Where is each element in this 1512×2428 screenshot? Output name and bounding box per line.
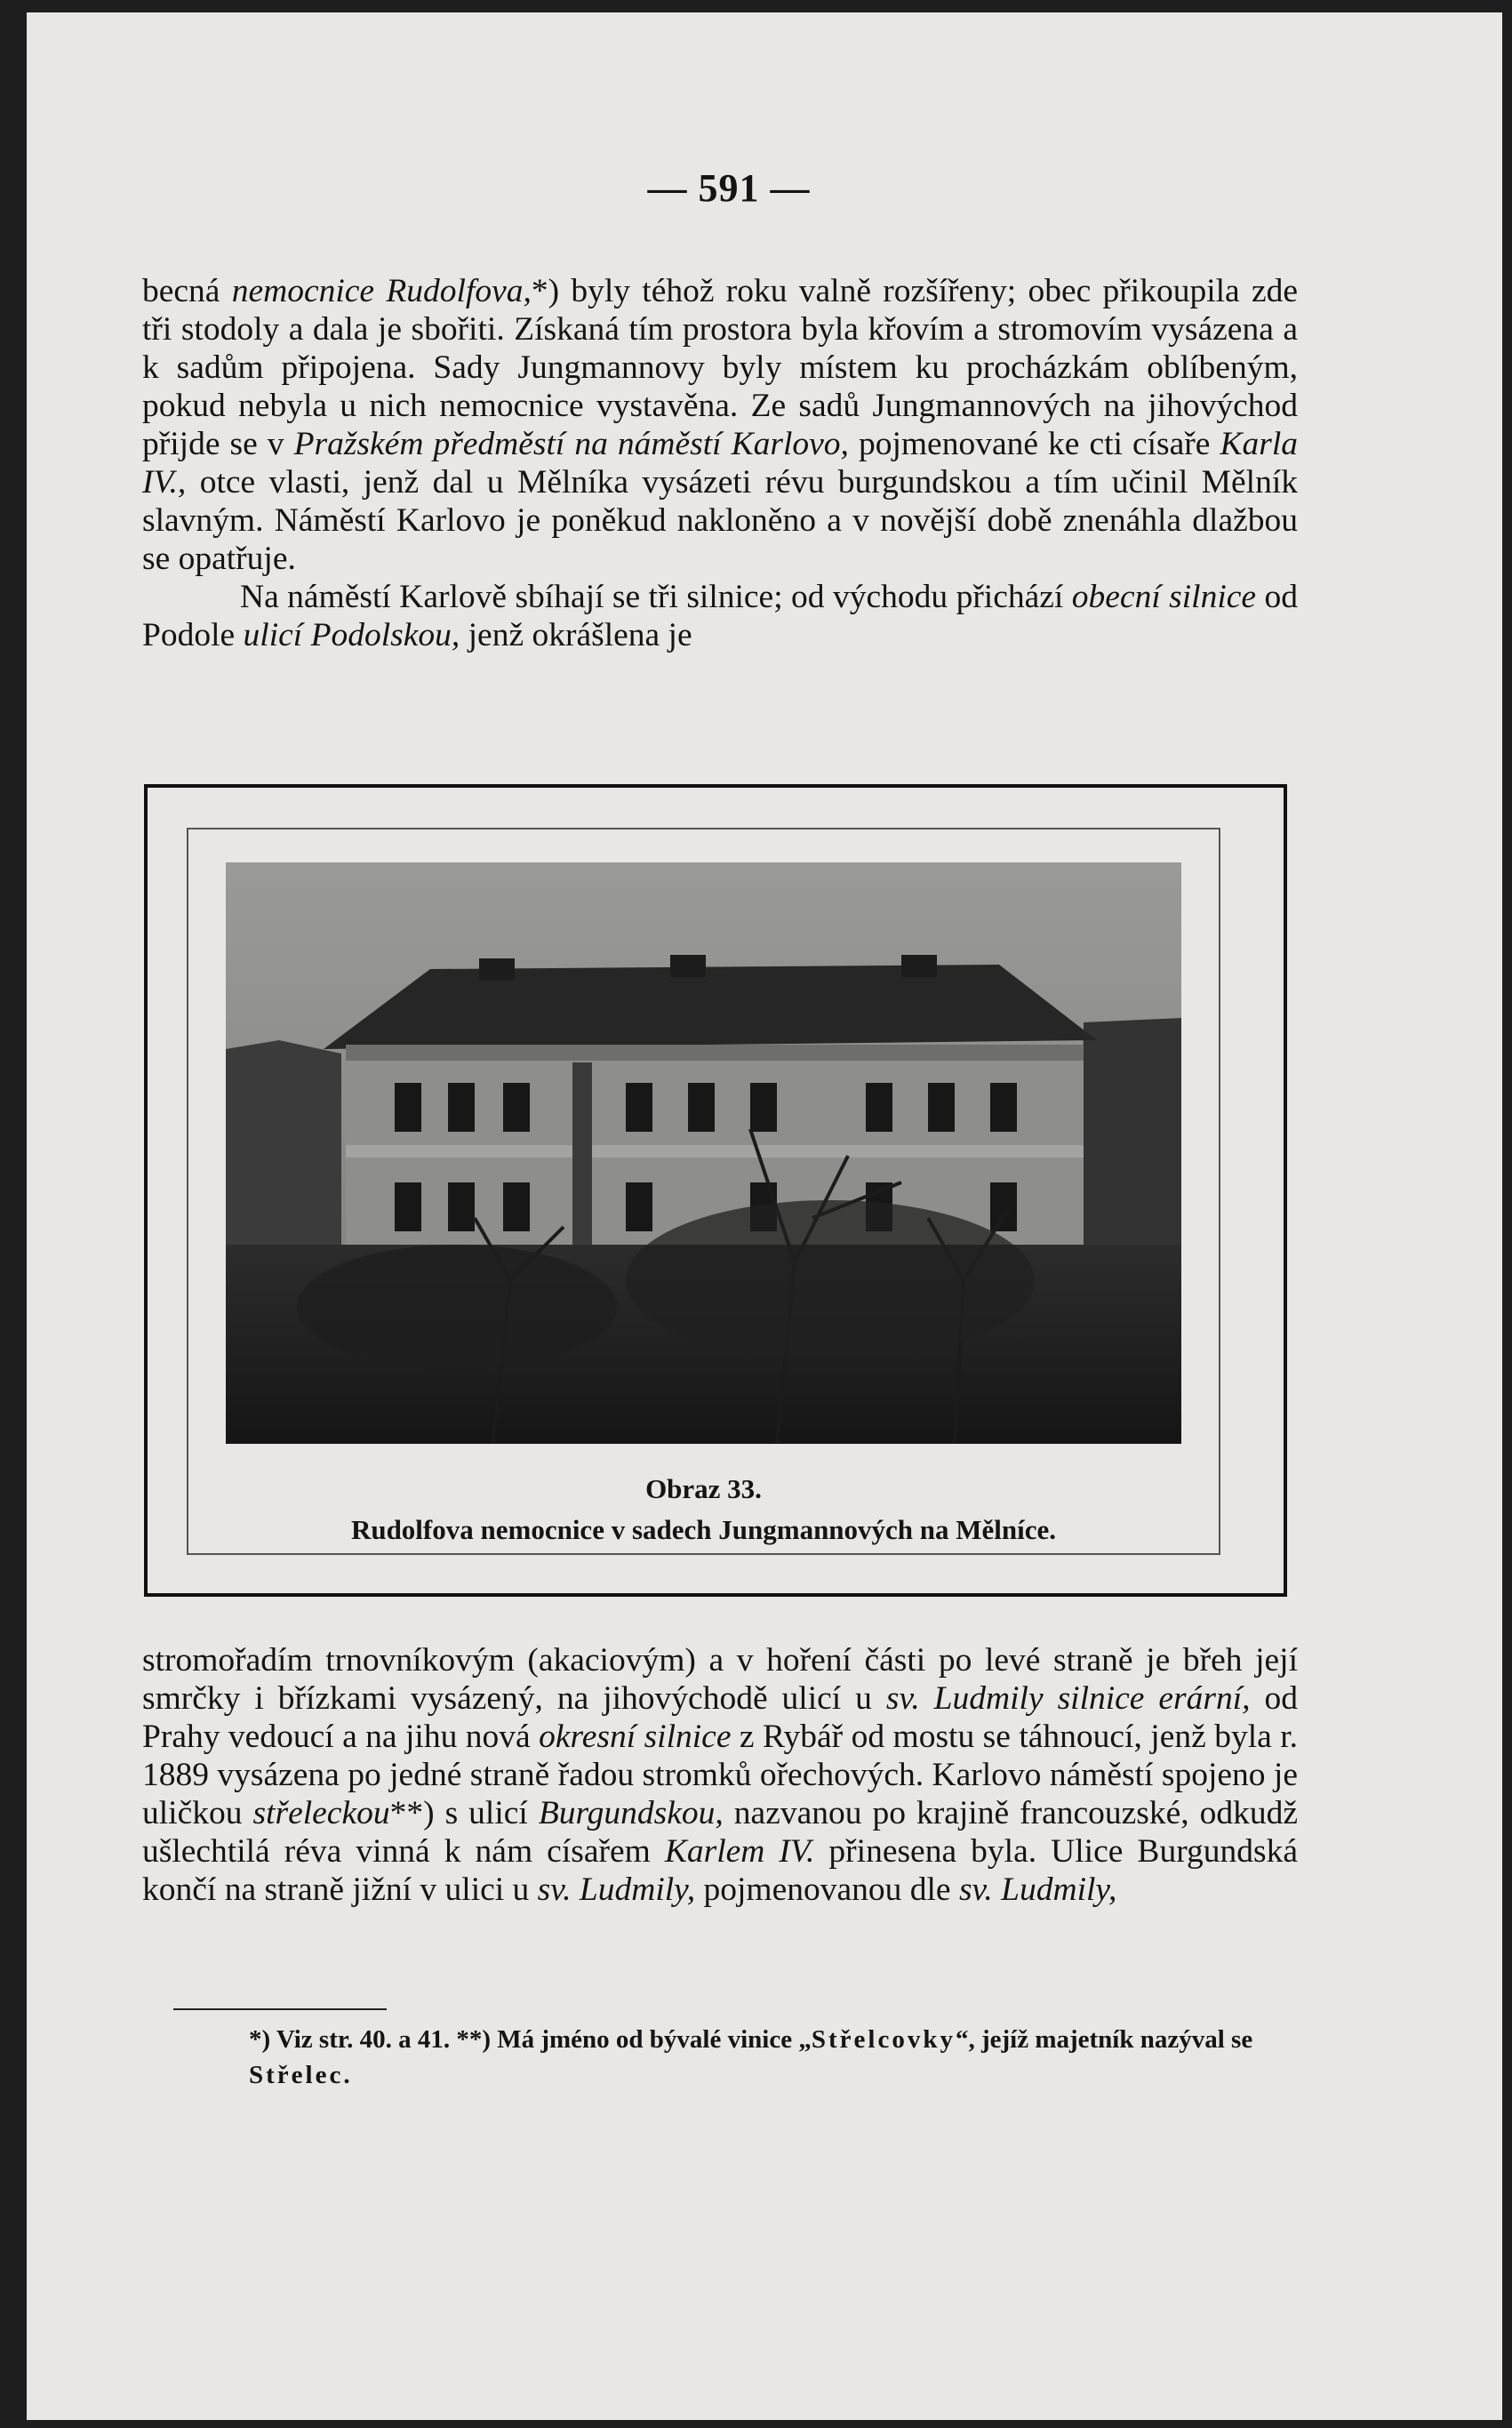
footnote-text [142, 2022, 1298, 2093]
italic-run: Karla IV., [142, 426, 1298, 501]
italic-run: Burgundskou, [538, 1795, 724, 1831]
italic-run: Pražském předměstí na náměstí Karlovo, [293, 426, 849, 462]
italic-run: nemocnice Rudolfova, [231, 273, 532, 309]
text-run: *) Viz str. 40. a 41. **) Má jméno od bývalé vinice „ [249, 2025, 812, 2054]
text-run: *) byly téhož roku valně rozšířeny; obec přikoupila zde tři stodoly a dala je sbořiti. Získaná tím prostora byla křovím a stromovím vysázena a k sadům připojena. Sady Jungmannovy byly místem ku procházkám oblíbeným, pokud nebyla u nich nemocnice vystavěna. Ze sadů Jungmannových na jihovýchod přijde se v [142, 273, 1299, 462]
text-run: pojmenovanou dle [695, 1871, 959, 1908]
italic-run: střeleckou [252, 1795, 390, 1831]
italic-run: sv. Ludmily silnice erární, [885, 1680, 1251, 1717]
footnote [142, 2022, 1298, 2093]
figure-caption [187, 1469, 1220, 1551]
text-run: **) s ulicí [389, 1795, 539, 1831]
text-run: . [343, 2061, 350, 2089]
body-text-bottom [142, 1641, 1298, 1909]
text-run: stromořadím trnovníkovým (akaciovým) a v hoření části po levé straně je břeh její smrčky i břízkami vysázený, na jihovýchodě ulicí u [142, 1642, 1298, 1717]
figure-caption-text: Rudolfova nemocnice v sadech Jungmannových na Mělníce. [350, 1514, 1057, 1545]
paragraph [142, 272, 1298, 578]
italic-run: okresní silnice [539, 1719, 732, 1755]
text-run: z Rybář od mostu se táhnoucí, jenž byla r. 1889 vysázena po jedné straně řadou stromků ořechových. Karlovo náměstí spojeno je uličkou [142, 1719, 1298, 1831]
italic-run: sv. Ludmily, [537, 1871, 696, 1908]
footnote-divider [173, 2008, 387, 2010]
spaced-run: Střelec [249, 2061, 344, 2089]
text-run: nazvanou po krajině francouzské, odkudž ušlechtilá réva vinná k nám císařem [142, 1795, 1299, 1870]
book-page [27, 12, 1502, 2420]
italic-run: sv. Ludmily, [958, 1871, 1117, 1908]
spaced-run: Střelcovky [811, 2025, 956, 2054]
page-number: — 591 — [647, 166, 811, 210]
text-run: jenž okrášlena je [460, 617, 692, 653]
italic-run: Karlem IV. [664, 1833, 815, 1870]
paragraph [142, 578, 1298, 654]
text-run: přinesena byla. Ulice Burgundská končí na straně jižní v ulici u [142, 1833, 1298, 1908]
figure-label: Obraz 33. [645, 1473, 762, 1504]
text-run: “, jejíž majetník nazýval se [955, 2025, 1253, 2054]
text-run: Na náměstí Karlově sbíhají se tři silnice; od východu přichází [240, 579, 1072, 615]
italic-run: ulicí Podolskou, [243, 617, 460, 653]
text-run: od Prahy vedoucí a na jihu nová [142, 1680, 1299, 1755]
text-run: otce vlasti, jenž dal u Mělníka vysázeti révu burgundskou a tím učinil Mělník slavným. Náměstí Karlovo je poněkud nakloněno a v novější době znenáhla dlažbou se opatřuje. [142, 464, 1298, 577]
text-run: pojmenované ke cti císaře [848, 426, 1220, 462]
paragraph [142, 1641, 1298, 1909]
italic-run: obecní silnice [1071, 579, 1257, 615]
hospital-photo [226, 862, 1181, 1444]
text-run: becná [142, 273, 232, 309]
text-run: od Podole [142, 579, 1299, 653]
body-text-top [142, 272, 1298, 654]
